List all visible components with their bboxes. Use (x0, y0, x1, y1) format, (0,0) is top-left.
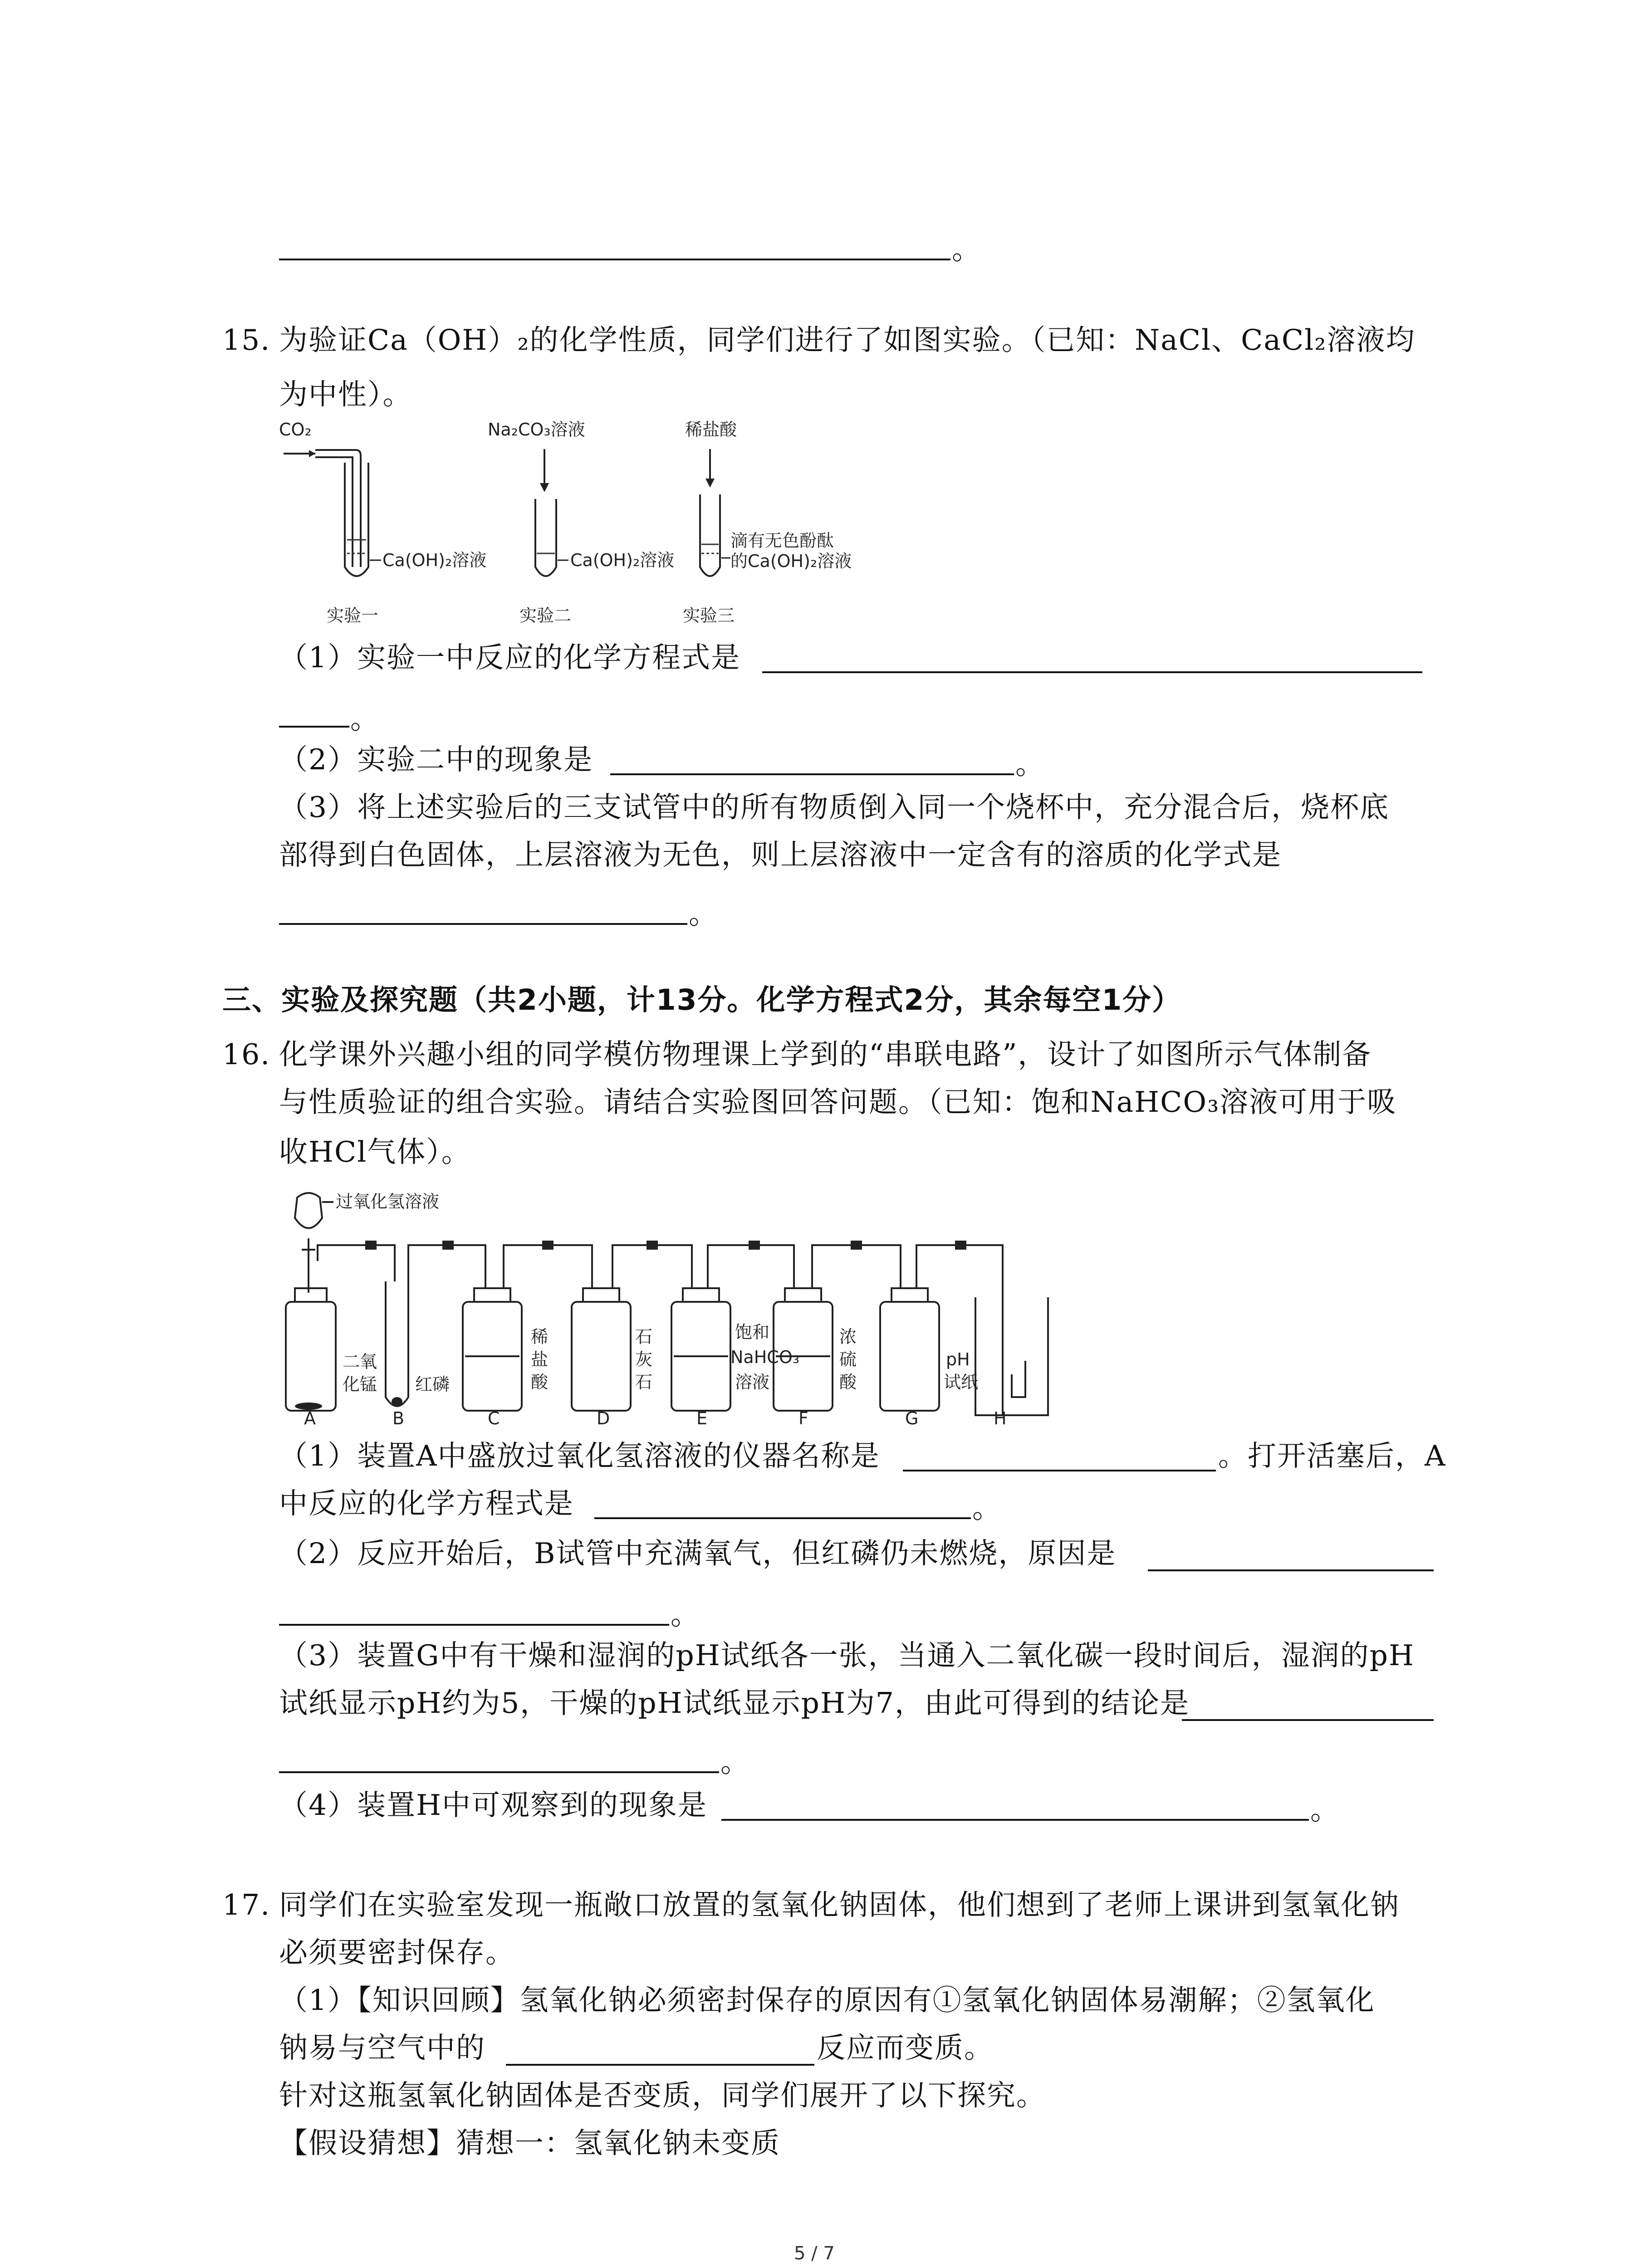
page-number: 5 / 7 (794, 2243, 835, 2264)
period: 。 (972, 1491, 1002, 1525)
answer-blank[interactable] (762, 671, 1422, 673)
sub-question: （3）装置G中有干燥和湿润的pH试纸各一张，当通入二氧化碳一段时间后，湿润的pH (279, 1639, 1415, 1672)
answer-blank[interactable] (903, 1470, 1216, 1471)
sub-question: （4）装置H中可观察到的现象是 (279, 1789, 708, 1822)
apparatus-letter: E (696, 1408, 708, 1428)
experiment-figure-q15 (279, 417, 914, 631)
answer-blank[interactable] (1148, 1569, 1434, 1571)
sub-question-text: 。打开活塞后，A (1218, 1439, 1446, 1472)
h2o2-label: 过氧化氢溶液 (336, 1192, 440, 1212)
sub-question-text: 部得到白色固体，上层溶液为无色，则上层溶液中一定含有的溶质的化学式是 (279, 838, 1282, 871)
nahco3-label: 饱和 (735, 1322, 770, 1342)
exp3-label: 实验三 (683, 606, 735, 626)
question-text: 同学们在实验室发现一瓶敞口放置的氢氧化钠固体，他们想到了老师上课讲到氢氧化钠 (279, 1888, 1400, 1921)
na2co3-label: Na₂CO₃溶液 (488, 420, 585, 440)
limestone-char: 石 (635, 1327, 653, 1347)
nahco3-label-3: 溶液 (735, 1372, 770, 1392)
co2-label: CO₂ (279, 420, 312, 440)
conc-h2so4-char: 硫 (839, 1349, 857, 1369)
period: 。 (1310, 1793, 1340, 1826)
answer-blank[interactable] (721, 1819, 1309, 1821)
caoh-solution-label: Ca(OH)₂溶液 (382, 550, 487, 570)
answer-blank[interactable] (279, 1624, 669, 1626)
question-text: 为验证Ca（OH）₂的化学性质，同学们进行了如图实验。（已知：NaCl、CaCl₂溶液均 (279, 323, 1416, 357)
sub-question-text: 钠易与空气中的 (279, 2031, 485, 2064)
apparatus-letter: G (905, 1408, 919, 1428)
question-text: 化学课外兴趣小组的同学模仿物理课上学到的“串联电路”，设计了如图所示气体制备 (279, 1038, 1372, 1071)
dilute-hcl-char: 稀 (531, 1327, 549, 1347)
period: 。 (350, 702, 380, 735)
period: 。 (952, 233, 981, 266)
sub-question: （3）将上述实验后的三支试管中的所有物质倒入同一个烧杯中，充分混合后，烧杯底 (279, 791, 1390, 824)
question-text: 收HCl气体）。 (279, 1135, 471, 1168)
caoh-solution-label-2: Ca(OH)₂溶液 (570, 550, 675, 570)
ph-paper-label-2: 试纸 (944, 1372, 979, 1392)
answer-blank[interactable] (610, 773, 1014, 775)
mno2-label: 二氧 (343, 1352, 377, 1372)
answer-blank[interactable] (1182, 1719, 1434, 1721)
limestone-char: 灰 (635, 1349, 653, 1369)
sub-question-text: 反应而变质。 (817, 2031, 994, 2064)
mno2-label-2: 化锰 (343, 1374, 377, 1394)
exp1-label: 实验一 (327, 606, 379, 626)
apparatus-letter: C (488, 1408, 500, 1428)
apparatus-letter: D (597, 1408, 610, 1428)
exp2-label: 实验二 (519, 606, 572, 626)
answer-blank[interactable] (594, 1517, 971, 1519)
period: 。 (689, 897, 718, 930)
sub-question-text: 针对这瓶氢氧化钠固体是否变质，同学们展开了以下探究。 (279, 2079, 1046, 2112)
red-phosphorus-label: 红磷 (415, 1374, 450, 1394)
limestone-char: 石 (635, 1372, 653, 1392)
ph-paper-label: pH (946, 1349, 970, 1369)
answer-blank[interactable] (279, 259, 950, 260)
apparatus-figure-q16 (277, 1184, 1057, 1429)
sub-question: （1）实验一中反应的化学方程式是 (279, 641, 741, 674)
sub-question-text: 【假设猜想】猜想一：氢氧化钠未变质 (279, 2126, 780, 2160)
sub-question-text: 中反应的化学方程式是 (279, 1487, 574, 1520)
period: 。 (1015, 748, 1045, 781)
apparatus-letter: A (304, 1408, 316, 1428)
question-number: 16. (222, 1038, 271, 1071)
conc-h2so4-char: 浓 (839, 1327, 857, 1347)
question-number: 15. (222, 323, 271, 357)
question-number: 17. (222, 1888, 271, 1921)
phenolphthalein-label-2: 的Ca(OH)₂溶液 (730, 551, 852, 571)
question-text: 与性质验证的组合实验。请结合实验图回答问题。（已知：饱和NaHCO₃溶液可用于吸 (279, 1085, 1397, 1119)
answer-blank[interactable] (279, 923, 687, 925)
nahco3-label-2: NaHCO₃ (730, 1347, 799, 1367)
dilute-hcl-label: 稀盐酸 (685, 420, 737, 440)
apparatus-letter: F (798, 1408, 808, 1428)
answer-blank[interactable] (279, 1771, 719, 1773)
conc-h2so4-char: 酸 (839, 1372, 857, 1392)
sub-question: （1）【知识回顾】氢氧化钠必须密封保存的原因有①氢氧化钠固体易潮解；②氢氧化 (279, 1984, 1375, 2017)
section-heading: 三、实验及探究题（共2小题，计13分。化学方程式2分，其余每空1分） (222, 983, 1182, 1017)
dilute-hcl-char: 酸 (531, 1372, 549, 1392)
sub-question: （2）反应开始后，B试管中充满氧气，但红磷仍未燃烧，原因是 (279, 1537, 1117, 1570)
phenolphthalein-label: 滴有无色酚酞 (730, 531, 834, 551)
sub-question-text: 试纸显示pH约为5，干燥的pH试纸显示pH为7，由此可得到的结论是 (279, 1686, 1190, 1720)
apparatus-letter: H (994, 1408, 1007, 1428)
period: 。 (720, 1745, 750, 1779)
sub-question: （1）装置A中盛放过氧化氢溶液的仪器名称是 (279, 1439, 880, 1472)
sub-question: （2）实验二中的现象是 (279, 743, 593, 776)
question-text: 必须要密封保存。 (279, 1936, 515, 1969)
dilute-hcl-char: 盐 (531, 1349, 549, 1369)
question-text: 为中性）。 (279, 378, 412, 411)
period: 。 (671, 1598, 700, 1631)
answer-blank[interactable] (506, 2064, 814, 2066)
answer-blank[interactable] (279, 726, 349, 728)
apparatus-letter: B (392, 1408, 405, 1428)
